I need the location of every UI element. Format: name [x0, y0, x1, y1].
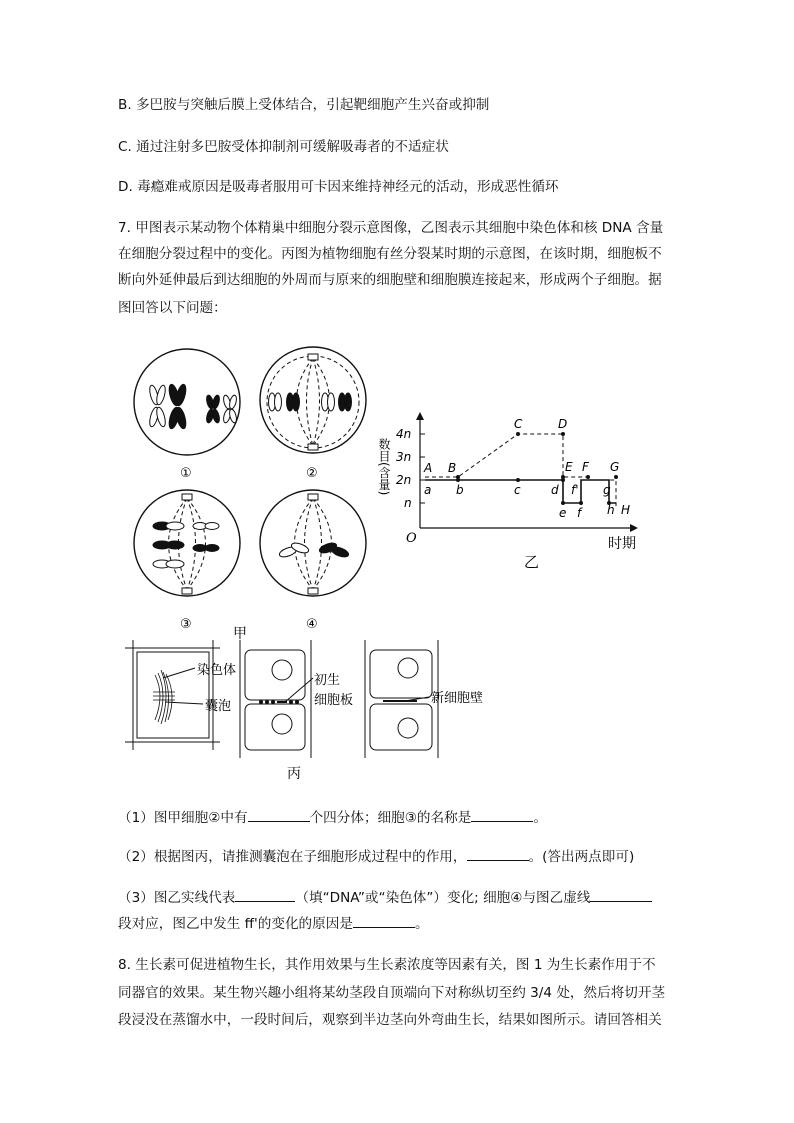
- cell-2-label: ②: [306, 466, 318, 481]
- figure-yi: [370, 400, 660, 575]
- point-B: B: [448, 461, 457, 475]
- y-tick-4n: 4n: [396, 427, 412, 441]
- q8-line-3: 段浸没在蒸馏水中，一段时间后，观察到半边茎向外弯曲生长，结果如图所示。请回答相关: [118, 1012, 662, 1028]
- q8-line-1: 8. 生长素可促进植物生长，其作用效果与生长素浓度等因素有关，图 1 为生长素作用于不: [118, 957, 656, 973]
- label-chromosome: 染色体: [197, 663, 237, 678]
- cell-4: [260, 490, 366, 596]
- answer-blank-5[interactable]: [590, 887, 652, 902]
- point-e: e: [559, 506, 567, 520]
- q7-line-1: 7. 甲图表示某动物个体精巢中细胞分裂示意图像，乙图表示其细胞中染色体和核 DNA 含量: [118, 220, 664, 236]
- x-axis-title: 时期: [608, 536, 636, 552]
- figure-jia-label: 甲: [233, 626, 247, 642]
- sub-question-3-line-1: [118, 887, 652, 908]
- sub-question-2: [118, 846, 634, 867]
- option-b: B. 多巴胺与突触后膜上受体结合，引起靶细胞产生兴奋或抑制: [118, 97, 490, 113]
- answer-blank-3[interactable]: [467, 846, 529, 861]
- cell-1: [134, 349, 240, 455]
- y-axis-title: 数目(含量): [377, 438, 391, 496]
- plant-cell-3: [365, 640, 438, 758]
- answer-blank-6[interactable]: [353, 913, 415, 928]
- y-tick-3n: 3n: [396, 450, 412, 464]
- sub1-text-a: （1）图甲细胞②中有: [118, 810, 248, 826]
- figure-yi-label: 乙: [524, 553, 540, 571]
- point-H: H: [621, 503, 631, 517]
- point-A: A: [424, 461, 433, 475]
- answer-blank-1[interactable]: [248, 807, 310, 822]
- cell-1-label: ①: [180, 466, 192, 481]
- answer-blank-4[interactable]: [235, 887, 295, 902]
- cell-3: [134, 490, 240, 596]
- label-early-plate-1: 初生: [314, 673, 341, 688]
- plant-cell-1: [125, 640, 220, 750]
- plant-cell-2: [240, 640, 311, 758]
- sub2-text-a: （2）根据图丙，请推测囊泡在子细胞形成过程中的作用，: [118, 849, 467, 865]
- answer-blank-2[interactable]: [471, 807, 533, 822]
- label-early-plate-2: 细胞板: [314, 693, 354, 708]
- point-f-prime: f': [571, 483, 579, 497]
- point-c: c: [514, 483, 521, 497]
- point-C: C: [514, 417, 523, 431]
- y-tick-2n: 2n: [396, 473, 412, 487]
- q7-line-2: 在细胞分裂过程中的变化。丙图为植物细胞有丝分裂某时期的示意图，在该时期，细胞板不: [118, 246, 662, 262]
- q7-line-3: 断向外延伸最后到达细胞的外周而与原来的细胞壁和细胞膜连接起来，形成两个子细胞。据: [118, 272, 662, 288]
- label-vesicle: 囊泡: [205, 699, 232, 714]
- point-G: G: [610, 460, 620, 474]
- sub3-text-c: 段对应，图乙中发生 ff'的变化的原因是: [118, 916, 353, 932]
- cell-4-label: ④: [306, 617, 318, 632]
- sub1-text-b: 个四分体；细胞③的名称是: [309, 810, 472, 826]
- point-b: b: [456, 483, 464, 497]
- sub-question-3-line-2: [118, 913, 429, 934]
- cell-3-label: ③: [180, 617, 192, 632]
- figure-bing-label: 丙: [287, 766, 301, 782]
- sub2-text-b: 。(答出两点即可): [528, 849, 635, 865]
- sub-question-1: [118, 807, 547, 828]
- point-d: d: [551, 483, 559, 497]
- label-new-wall: 新细胞壁: [431, 691, 484, 706]
- point-E: E: [565, 460, 573, 474]
- q8-line-2: 同器官的效果。某生物兴趣小组将某幼茎段自顶端向下对称纵切至约 3/4 处，然后将切开茎: [118, 985, 666, 1001]
- sub1-text-c: 。: [533, 810, 547, 826]
- y-tick-n: n: [404, 496, 412, 510]
- point-D: D: [558, 417, 568, 431]
- option-c: C. 通过注射多巴胺受体抑制剂可缓解吸毒者的不适症状: [118, 139, 449, 155]
- cell-2: [260, 347, 366, 453]
- sub3-text-a: （3）图乙实线代表: [118, 890, 236, 906]
- sub3-text-b: （填“DNA”或“染色体”）变化; 细胞④与图乙虚线: [295, 890, 591, 906]
- point-f: f: [577, 506, 582, 520]
- figure-bing: [125, 640, 484, 785]
- point-a: a: [424, 483, 432, 497]
- figure-jia: [130, 340, 370, 640]
- sub3-text-d: 。: [414, 916, 429, 932]
- option-d: D. 毒瘾难戒原因是吸毒者服用可卡因来维持神经元的活动，形成恶性循环: [118, 179, 559, 195]
- origin-label: O: [406, 531, 417, 546]
- point-h: h: [607, 503, 615, 517]
- point-g: g: [603, 483, 611, 497]
- q7-line-4: 图回答以下问题：: [118, 300, 227, 316]
- point-F: F: [582, 460, 589, 474]
